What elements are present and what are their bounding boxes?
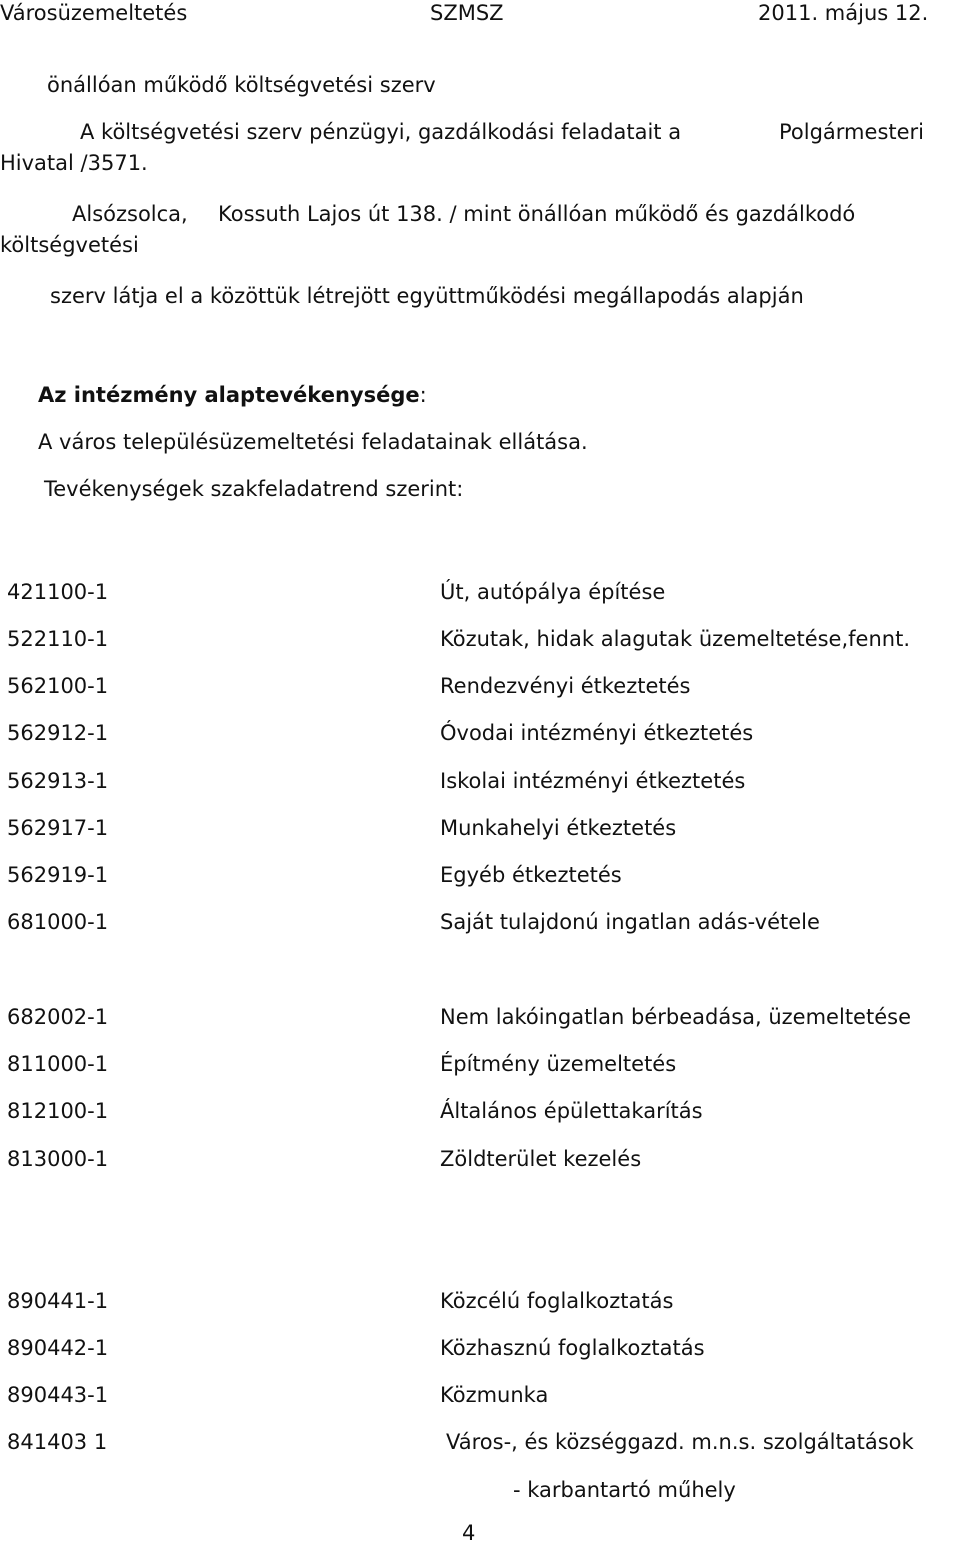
activity-desc: Út, autópálya építése [440, 580, 666, 604]
activity-code: 812100-1 [7, 1099, 109, 1123]
intro-line-3: Hivatal /3571. [0, 151, 148, 175]
activity-desc: Közutak, hidak alagutak üzemeltetése,fennt. [440, 627, 910, 651]
activity-code: 890443-1 [7, 1383, 109, 1407]
intro-line-2b: Polgármesteri [779, 120, 925, 144]
intro-line-4b: Kossuth Lajos út 138. / mint önállóan működő és gazdálkodó [218, 202, 856, 226]
activity-sub-item: - karbantartó műhely [513, 1478, 736, 1502]
intro-line-5: költségvetési [0, 233, 139, 257]
activity-code: 811000-1 [7, 1052, 109, 1076]
activity-code: 562917-1 [7, 816, 109, 840]
page-number: 4 [462, 1521, 476, 1545]
activity-desc: Iskolai intézményi étkeztetés [440, 769, 746, 793]
activity-row [0, 1382, 960, 1412]
activity-code: 562919-1 [7, 863, 109, 887]
activity-row [0, 720, 960, 750]
activity-code: 841403 1 [7, 1430, 108, 1454]
activity-row [0, 626, 960, 656]
activity-row [0, 909, 960, 939]
intro-line-4a: Alsózsolca, [72, 202, 188, 226]
activity-code: 682002-1 [7, 1005, 109, 1029]
activity-desc: Építmény üzemeltetés [440, 1052, 677, 1076]
activity-code: 890441-1 [7, 1289, 109, 1313]
activities-subheading: Tevékenységek szakfeladatrend szerint: [44, 477, 464, 501]
activity-row [0, 1051, 960, 1081]
header-center: SZMSZ [430, 1, 504, 25]
activity-row [0, 768, 960, 798]
activity-code: 562100-1 [7, 674, 109, 698]
activity-code: 562912-1 [7, 721, 109, 745]
activity-row [0, 1098, 960, 1128]
activity-desc: Közcélú foglalkoztatás [440, 1289, 674, 1313]
activity-row [0, 673, 960, 703]
activity-desc: Zöldterület kezelés [440, 1147, 642, 1171]
activity-desc: Munkahelyi étkeztetés [440, 816, 677, 840]
activity-code: 562913-1 [7, 769, 109, 793]
basic-activity-heading-colon: : [419, 383, 427, 407]
activity-row [0, 815, 960, 845]
activity-desc: Nem lakóingatlan bérbeadása, üzemeltetése [440, 1005, 911, 1029]
activity-row [0, 1429, 960, 1459]
header-right: 2011. május 12. [758, 1, 929, 25]
activity-desc: Közhasznú foglalkoztatás [440, 1336, 705, 1360]
header-left: Városüzemeltetés [0, 1, 188, 25]
activity-desc: Közmunka [440, 1383, 549, 1407]
activity-code: 813000-1 [7, 1147, 109, 1171]
intro-line-6: szerv látja el a közöttük létrejött együttműködési megállapodás alapján [50, 284, 804, 308]
basic-activity-heading-text: Az intézmény alaptevékenysége [38, 383, 420, 407]
basic-activity-text: A város településüzemeltetési feladatainak ellátása. [38, 430, 588, 454]
activity-row [0, 1004, 960, 1034]
activity-desc: Általános épülettakarítás [440, 1099, 703, 1123]
activity-row [0, 579, 960, 609]
activity-desc: Saját tulajdonú ingatlan adás-vétele [440, 910, 820, 934]
activity-row [0, 1288, 960, 1318]
activity-row [0, 862, 960, 892]
intro-line-2a: A költségvetési szerv pénzügyi, gazdálkodási feladatait a [80, 120, 682, 144]
activity-desc: Város-, és községgazd. m.n.s. szolgáltatások [446, 1430, 914, 1454]
activity-code: 421100-1 [7, 580, 109, 604]
activity-code: 681000-1 [7, 910, 109, 934]
activity-desc: Óvodai intézményi étkeztetés [440, 721, 754, 745]
activity-row [0, 1146, 960, 1176]
basic-activity-heading [38, 382, 427, 408]
activity-row [0, 1335, 960, 1365]
intro-line-1: önállóan működő költségvetési szerv [47, 73, 436, 97]
activity-code: 522110-1 [7, 627, 109, 651]
activity-desc: Egyéb étkeztetés [440, 863, 622, 887]
activity-desc: Rendezvényi étkeztetés [440, 674, 691, 698]
activity-code: 890442-1 [7, 1336, 109, 1360]
